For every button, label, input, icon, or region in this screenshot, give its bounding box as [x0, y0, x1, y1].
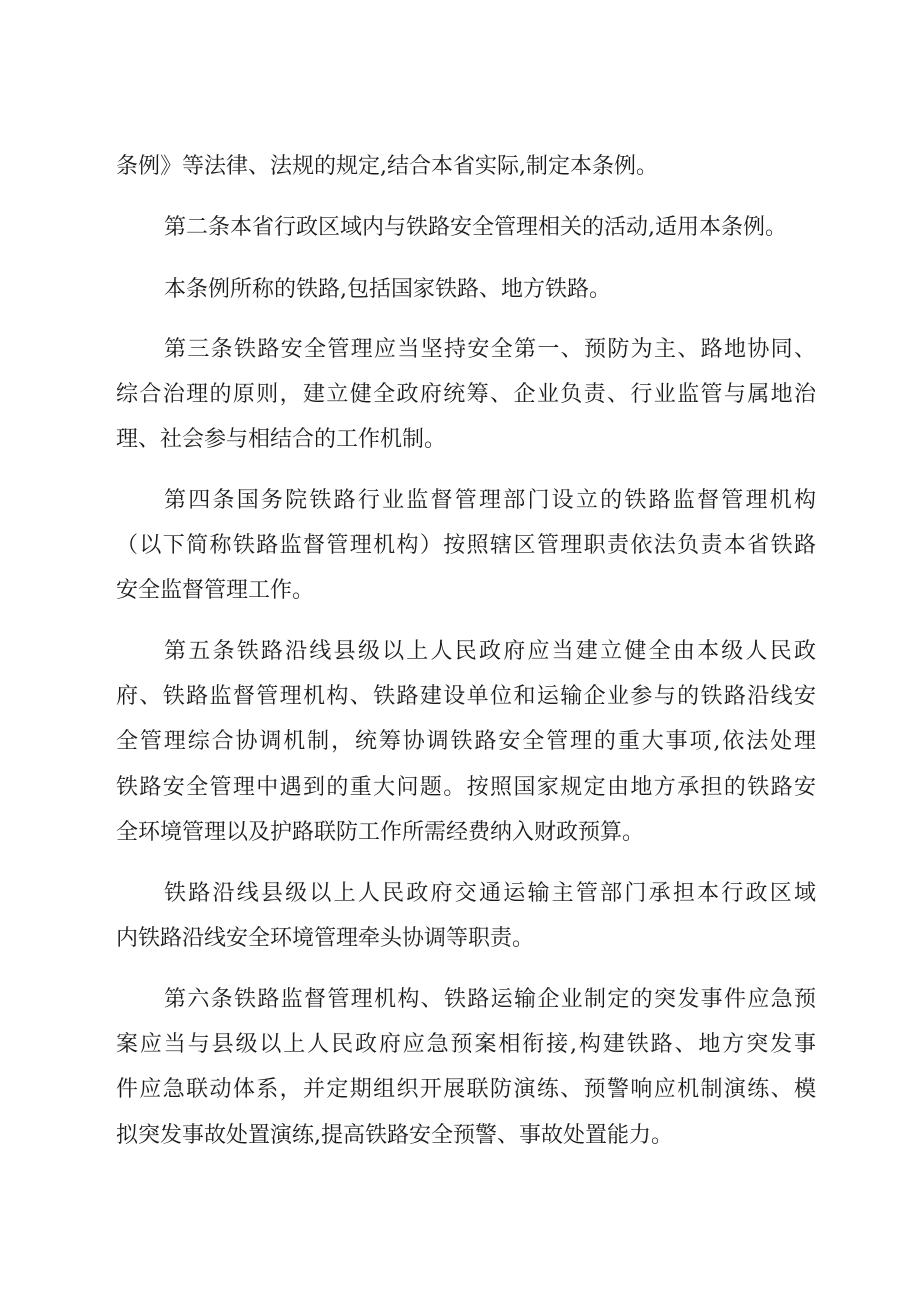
text-line: 第四条国务院铁路行业监督管理部门设立的铁路监督管理机构: [164, 488, 816, 513]
text-line: 理、社会参与相结合的工作机制。: [116, 427, 447, 452]
text-line: 内铁路沿线安全环境管理牵头协调等职责。: [116, 926, 535, 951]
text-line: 件应急联动体系，并定期组织开展联防演练、预警响应机制演练、模: [116, 1077, 816, 1102]
text-line: 铁路安全管理中遇到的重大问题。按照国家规定由地方承担的铁路安: [116, 775, 816, 800]
text-line: 条例》等法律、法规的规定,结合本省实际,制定本条例。: [116, 154, 658, 179]
text-line: （以下简称铁路监督管理机构）按照辖区管理职责依法负责本省铁路: [116, 533, 816, 558]
text-line: 第五条铁路沿线县级以上人民政府应当建立健全由本级人民政: [164, 639, 816, 664]
text-line: 第二条本省行政区域内与铁路安全管理相关的活动,适用本条例。: [164, 215, 787, 240]
text-line: 拟突发事故处置演练,提高铁路安全预警、事故处置能力。: [116, 1123, 673, 1148]
text-line: 铁路沿线县级以上人民政府交通运输主管部门承担本行政区域: [164, 881, 816, 906]
text-line: 案应当与县级以上人民政府应急预案相衔接,构建铁路、地方突发事: [116, 1032, 816, 1057]
text-line: 安全监督管理工作。: [116, 578, 315, 603]
text-line: 全管理综合协调机制，统筹协调铁路安全管理的重大事项,依法处理: [116, 729, 816, 754]
text-line: 本条例所称的铁路,包括国家铁路、地方铁路。: [164, 277, 611, 302]
text-line: 第六条铁路监督管理机构、铁路运输企业制定的突发事件应急预: [164, 987, 816, 1012]
text-line: 第三条铁路安全管理应当坚持安全第一、预防为主、路地协同、: [164, 337, 816, 362]
text-line: 府、铁路监督管理机构、铁路建设单位和运输企业参与的铁路沿线安: [116, 684, 816, 709]
text-line: 综合治理的原则，建立健全政府统筹、企业负责、行业监管与属地治: [116, 382, 816, 407]
text-line: 全环境管理以及护路联防工作所需经费纳入财政预算。: [116, 820, 645, 845]
